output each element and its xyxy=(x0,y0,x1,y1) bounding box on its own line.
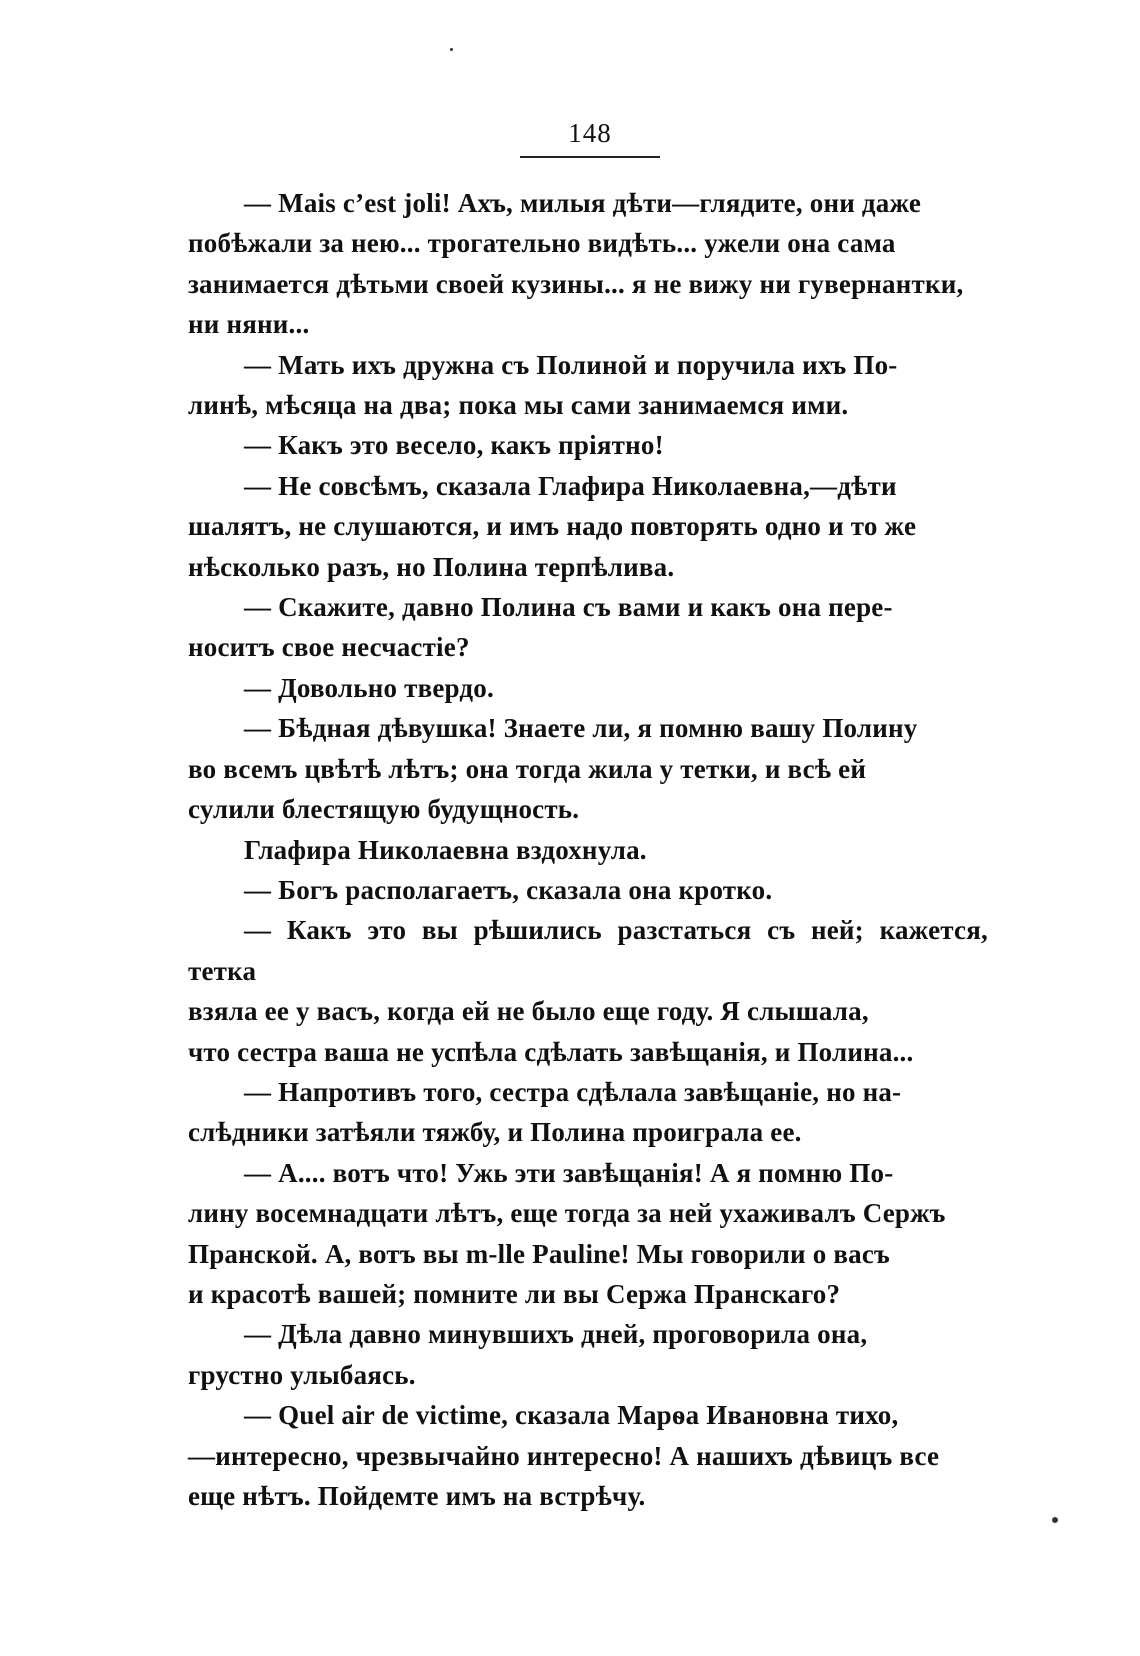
paragraph: — Скажите, давно Полина съ вами и какъ она пере- носитъ свое несчастіе? xyxy=(188,592,893,663)
page-number-rule xyxy=(520,156,660,158)
paragraph: — Мать ихъ дружна съ Полиной и поручила ихъ По- линѣ, мѣсяца на два; пока мы сами занимаемся ими. xyxy=(188,349,898,421)
paragraph: — Mais c’est joli! Ахъ, милыя дѣти—глядите, они даже побѣжали за нею... трогательно видѣть... ужели она сама занимается дѣтьми своей кузины... я не вижу ни гувернантки, ни няни... xyxy=(188,188,964,340)
page-number: 148 xyxy=(568,118,612,148)
paragraph: — Довольно твердо. xyxy=(244,672,494,703)
paragraph: — Дѣла давно минувшихъ дней, проговорила она, грустно улыбаясь. xyxy=(188,1319,868,1390)
paragraph: — А.... вотъ что! Ужь эти завѣщанія! А я помню По- лину восемнадцати лѣтъ, еще тогда за ней ухаживалъ Сержъ Пранской. А, вотъ вы m-lle Pauline! Мы говорили о васъ и красотѣ вашей; помните ли вы Сержа Пранскаго? xyxy=(188,1157,946,1309)
paragraph: — Quel air de victime, сказала Марѳа Ивановна тихо, —интересно, чрезвычайно интересно! А нашихъ дѣвицъ все еще нѣтъ. Пойдемте имъ на встрѣчу. xyxy=(188,1400,940,1511)
print-speck xyxy=(1052,1517,1058,1523)
page-text xyxy=(188,183,988,1516)
paragraph: Глафира Николаевна вздохнула. xyxy=(244,834,647,865)
paragraph: — Напротивъ того, сестра сдѣлала завѣщаніе, но на- слѣдники затѣяли тяжбу, и Полина проиграла ее. xyxy=(188,1076,902,1148)
paragraph: — Бѣдная дѣвушка! Знаете ли, я помню вашу Полину во всемъ цвѣтѣ лѣтъ; она тогда жила у тетки, и всѣ ей сулили блестящую будущность. xyxy=(188,713,918,825)
paragraph: — Какъ это весело, какъ пріятно! xyxy=(244,430,664,461)
print-speck xyxy=(450,48,453,51)
paragraph: — Какъ это вы рѣшились разстаться съ ней; кажется, тетка взяла ее у васъ, когда ей не было еще году. Я слышала, что сестра ваша не успѣла сдѣлать завѣщанія, и Полина... xyxy=(188,915,988,1067)
paragraph: — Богъ располагаетъ, сказала она кротко. xyxy=(244,874,773,905)
paragraph: — Не совсѣмъ, сказала Глафира Николаевна,—дѣти шалятъ, не слушаются, и имъ надо повторять одно и то же нѣсколько разъ, но Полина терпѣлива. xyxy=(188,470,917,582)
